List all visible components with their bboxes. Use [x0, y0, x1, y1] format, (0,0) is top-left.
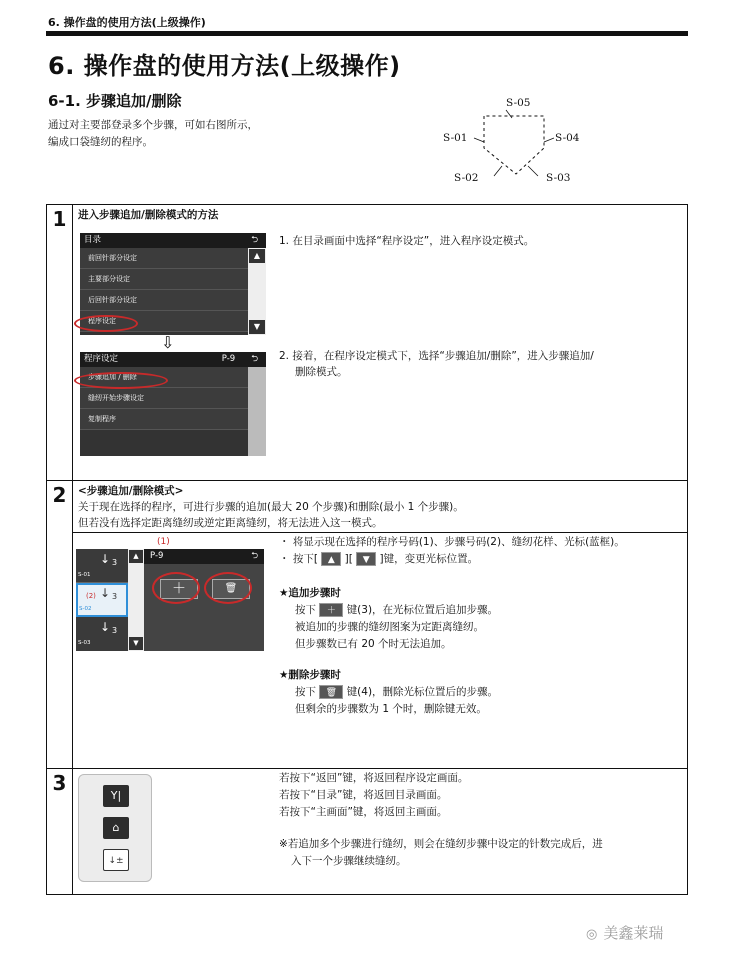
step-label: S-01 [78, 572, 91, 578]
down-arrow-icon: ⇩ [161, 333, 175, 352]
main-screen-icon[interactable]: ↓± [103, 849, 129, 871]
step-1-text-2b: 删除模式。 [295, 366, 348, 378]
add-text: 按下 [295, 604, 316, 616]
step-item-selected[interactable]: ↓ 3 S-02 (2) [76, 583, 128, 617]
delete-text: 键(4)，删除光标位置后的步骤。 [346, 686, 499, 698]
bullet-2-text: ]键，变更光标位置。 [379, 553, 479, 565]
label-2: (2) [86, 592, 96, 600]
step-3-line-2: 若按下“目录”键，将返回目录画面。 [279, 789, 448, 801]
label-s02: S-02 [454, 172, 479, 184]
watermark [586, 922, 663, 943]
icon-panel [78, 774, 152, 882]
step-2-content [73, 481, 688, 769]
step-2-row [47, 481, 688, 769]
step-3-note-1: ※若追加多个步骤进行缝纫，则会在缝纫步骤中设定的针数完成后，进 [279, 838, 603, 850]
home-icon[interactable]: ⌂ [103, 817, 129, 839]
stitch-count: 3 [112, 558, 118, 567]
program-bar [144, 549, 264, 564]
menu-item[interactable]: 前回针部分设定 [80, 248, 248, 269]
page-title: 6. 操作盘的使用方法(上级操作) [48, 52, 401, 80]
add-line-1 [295, 602, 498, 618]
delete-line-1 [295, 684, 498, 700]
step-3-line-3: 若按下“主画面”键，将返回主画面。 [279, 806, 448, 818]
add-step-button[interactable]: ＋ [160, 579, 198, 599]
bullet-2-text: ][ [344, 553, 353, 565]
cursor-down-button[interactable]: ▼ [356, 552, 376, 566]
step-1-row [47, 205, 688, 481]
section-title: 6-1. 步骤追加/删除 [48, 92, 182, 110]
step-3-content [73, 769, 688, 895]
bullet-2-text: ・ 按下[ [279, 553, 318, 565]
step-1-text-1: 1. 在目录画面中选择“程序设定”，进入程序设定模式。 [279, 235, 535, 247]
scroll-up-icon[interactable]: ▲ [249, 249, 265, 263]
procedure-table [46, 204, 688, 895]
add-text: 键(3)，在光标位置后追加步骤。 [346, 604, 499, 616]
menu-item[interactable]: 缝纫开始步骤设定 [80, 388, 248, 409]
add-title: ★追加步骤时 [279, 587, 341, 599]
program-screen [80, 352, 266, 456]
intro-text [48, 117, 258, 151]
step-3-row [47, 769, 688, 895]
add-button-icon: ＋ [319, 603, 343, 617]
program-settings-icon[interactable]: Y| [103, 785, 129, 807]
highlight-oval [74, 315, 138, 332]
delete-step-button[interactable]: 🗑 [212, 579, 250, 599]
menu-item[interactable]: 主要部分设定 [80, 269, 248, 290]
divider [73, 532, 688, 533]
menu-item[interactable]: 复制程序 [80, 409, 248, 430]
blank-scroll-area [248, 367, 266, 456]
scroll-up-icon[interactable]: ▲ [129, 550, 143, 563]
stitch-count: 3 [112, 626, 118, 635]
program-code: P-9 [150, 551, 164, 561]
step-number: 1 [47, 205, 73, 481]
step-item[interactable]: ↓ 3 S-03 [78, 620, 118, 646]
step-1-heading: 进入步骤追加/删除模式的方法 [78, 209, 219, 221]
wechat-icon: ◎ [586, 927, 598, 942]
step-item[interactable]: ↓ 3 S-01 [76, 549, 128, 583]
back-icon[interactable]: ⮌ [251, 551, 258, 561]
step-list [76, 549, 128, 651]
label-s05: S-05 [506, 97, 531, 109]
menu-title-bar [80, 233, 266, 248]
intro-line: 编成口袋缝纫的程序。 [48, 136, 153, 148]
running-header: 6. 操作盘的使用方法(上级操作) [48, 16, 206, 29]
menu-item-program[interactable]: 程序设定 [80, 311, 248, 332]
menu-scrollbar[interactable] [248, 248, 266, 335]
delete-button-icon: 🗑 [319, 685, 343, 699]
watermark-text: 美鑫莱瑞 [603, 924, 664, 942]
delete-text: 按下 [295, 686, 316, 698]
step-1-text-2: 2. 接着，在程序设定模式下，选择“步骤追加/删除”，进入步骤追加/ [279, 350, 594, 362]
program-title-bar [80, 352, 266, 367]
step-number: 3 [47, 769, 73, 895]
label-s04: S-04 [555, 132, 580, 144]
menu-item-step-add[interactable]: 步骤追加 / 删除 [80, 367, 248, 388]
highlight-oval [74, 372, 168, 389]
pocket-diagram [440, 96, 590, 188]
scroll-down-icon[interactable]: ▼ [249, 320, 265, 334]
step-scrollbar[interactable] [128, 549, 144, 651]
step-number: 2 [47, 481, 73, 769]
step-2-heading: <步骤追加/删除模式> [78, 485, 184, 497]
scroll-down-icon[interactable]: ▼ [129, 637, 143, 650]
program-title: 程序设定 [84, 354, 119, 364]
step-label: S-03 [78, 640, 91, 646]
label-s01: S-01 [443, 132, 468, 144]
delete-line-2: 但剩余的步骤数为 1 个时，删除键无效。 [295, 703, 487, 715]
add-line-3: 但步骤数已有 20 个时无法追加。 [295, 638, 452, 650]
highlight-oval [152, 572, 200, 604]
delete-title: ★删除步骤时 [279, 669, 341, 681]
bullet-1: ・ 将显示现在选择的程序号码(1)、步骤号码(2)、缝纫花样、光标(蓝框)。 [279, 536, 625, 548]
bullet-2 [279, 551, 478, 567]
intro-line: 通过对主要部登录多个步骤，可如右图所示， [48, 119, 258, 131]
stitch-count: 3 [112, 592, 118, 601]
step-3-line-1: 若按下“返回”键，将返回程序设定画面。 [279, 772, 469, 784]
step-1-content [73, 205, 688, 481]
step-label: S-02 [79, 606, 92, 612]
add-line-2: 被追加的步骤的缝纫图案为定距离缝纫。 [295, 621, 484, 633]
label-s03: S-03 [546, 172, 571, 184]
step-2-line-2: 但若没有选择定距离缝纫或逆定距离缝纫，将无法进入这一模式。 [78, 517, 383, 529]
header-rule [46, 31, 688, 36]
back-icon[interactable]: ⮌ [251, 235, 258, 245]
menu-title: 目录 [84, 235, 102, 245]
menu-item[interactable]: 后回针部分设定 [80, 290, 248, 311]
cursor-up-button[interactable]: ▲ [321, 552, 341, 566]
highlight-oval [204, 572, 252, 604]
step-2-line-1: 关于现在选择的程序，可进行步骤的追加(最大 20 个步骤)和删除(最小 1 个步骤)。 [78, 501, 464, 513]
label-1: (1) [157, 537, 170, 547]
back-icon[interactable]: ⮌ [251, 354, 258, 364]
step-3-note-2: 入下一个步骤继续缝纫。 [291, 855, 407, 867]
program-code: P-9 [221, 354, 236, 364]
